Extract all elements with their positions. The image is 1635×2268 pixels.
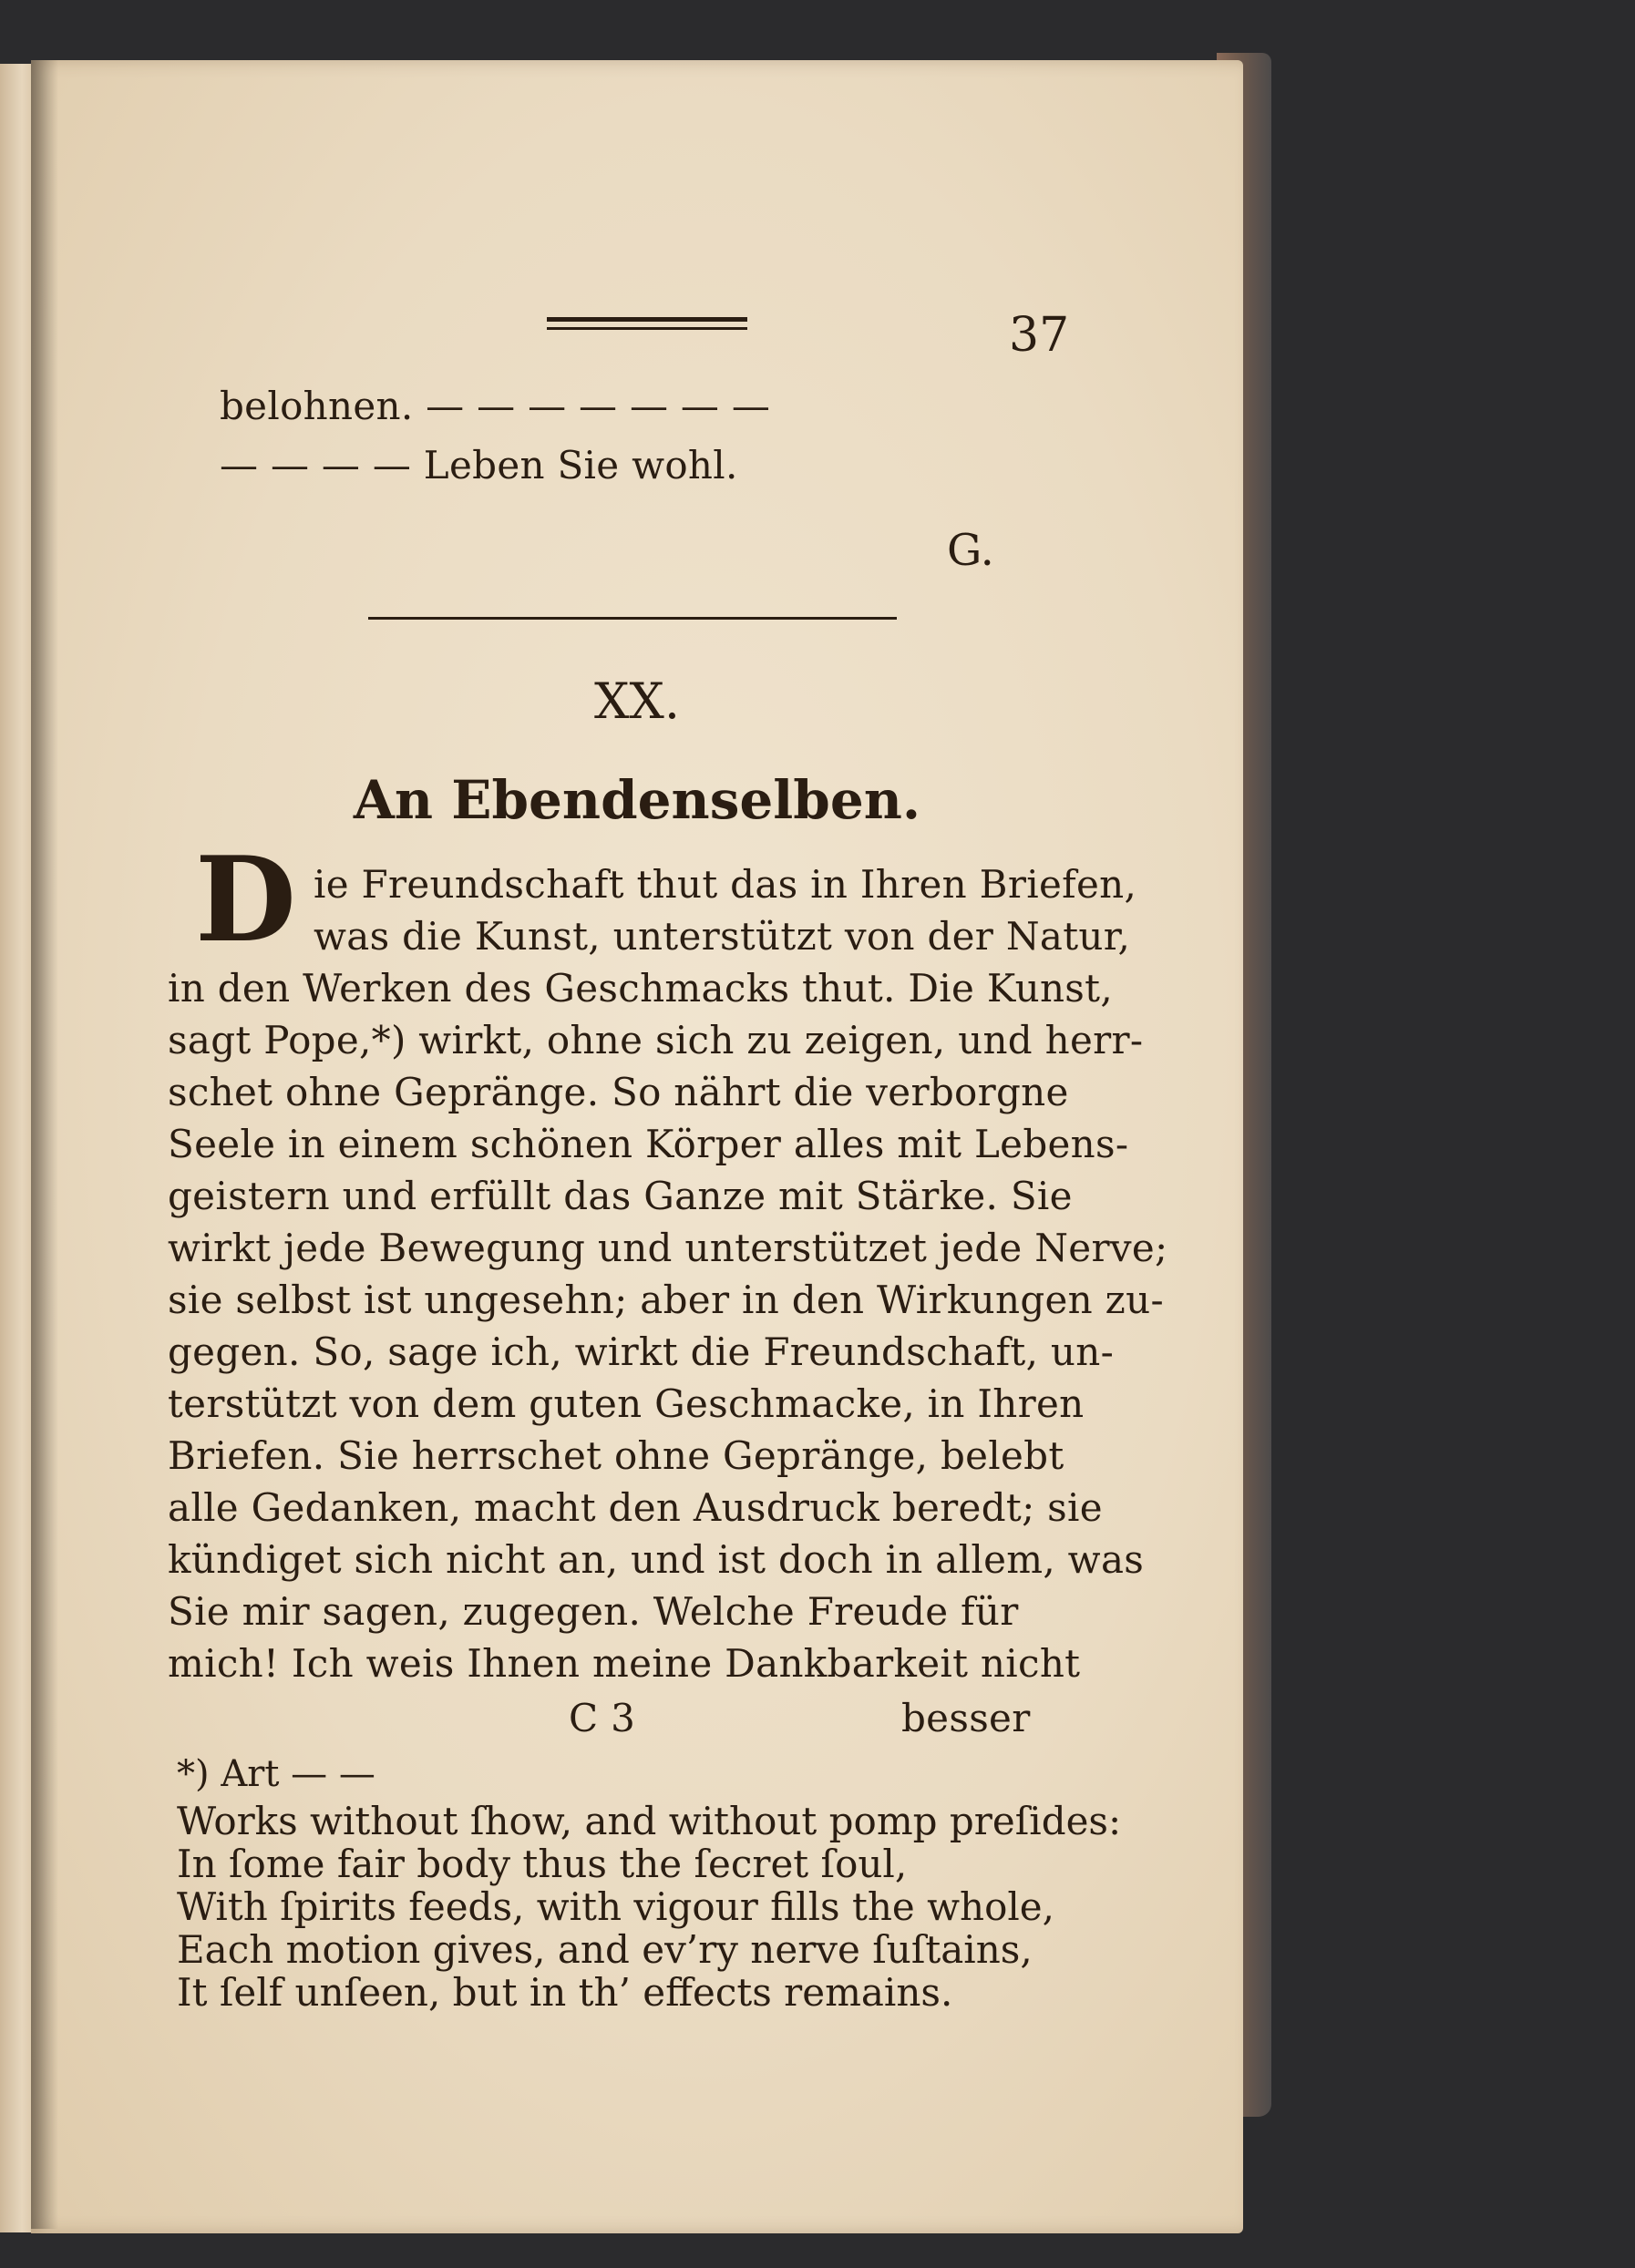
signature-mark: C 3 — [569, 1696, 636, 1740]
letter-signature: G. — [947, 525, 994, 576]
page-number: 37 — [1009, 308, 1070, 363]
body-line-12: Briefen. Sie herrschet ohne Gepränge, belebt — [168, 1433, 1064, 1478]
gutter-shadow — [31, 60, 58, 2229]
body-line-11: terstützt von dem guten Geschmacke, in Ihren — [168, 1381, 1085, 1426]
body-line-14: kündiget sich nicht an, und ist doch in allem, was — [168, 1537, 1145, 1582]
body-line-10: gegen. So, sage ich, wirkt die Freundschaft, un- — [168, 1329, 1115, 1374]
body-line-9: sie selbst ist ungesehn; aber in den Wirkungen zu- — [168, 1278, 1164, 1322]
body-line-2: was die Kunst, unterstützt von der Natur, — [314, 914, 1131, 959]
footnote-marker: *) Art — — — [177, 1753, 375, 1795]
body-line-8: wirkt jede Bewegung und unterstützet jede Nerve; — [168, 1226, 1168, 1270]
top-line-1: belohnen. — — — — — — — — [220, 384, 771, 428]
letter-title: An Ebendenselben. — [353, 769, 921, 831]
body-line-13: alle Gedanken, macht den Ausdruck beredt; sie — [168, 1485, 1103, 1530]
body-line-5: schet ohne Gepränge. So nährt die verborgne — [168, 1070, 1069, 1114]
drop-cap: D — [195, 832, 296, 969]
footnote-line-5: It ſelf unſeen, but in th’ effects remains. — [177, 1970, 953, 2015]
body-line-4: sagt Pope,*) wirkt, ohne sich zu zeigen, und herr- — [168, 1018, 1144, 1062]
catchword: besser — [901, 1696, 1031, 1740]
footnote-line-4: Each motion gives, and ev’ry nerve ſuſtains, — [177, 1927, 1033, 1972]
section-divider — [368, 617, 897, 620]
footnote-line-3: With ſpirits feeds, with vigour fills the whole, — [177, 1884, 1055, 1929]
footnote-line-1: Works without ſhow, and without pomp preſides: — [177, 1799, 1122, 1843]
book-page — [31, 60, 1243, 2233]
body-line-3: in den Werken des Geschmacks thut. Die Kunst, — [168, 966, 1113, 1011]
footnote-line-2: In ſome fair body thus the ſecret ſoul, — [177, 1842, 908, 1886]
header-rule — [547, 317, 747, 330]
top-line-2: — — — — Leben Sie wohl. — [220, 443, 738, 487]
body-line-1: ie Freundschaft thut das in Ihren Briefen, — [314, 862, 1137, 907]
body-line-6: Seele in einem schönen Körper alles mit Lebens- — [168, 1122, 1129, 1166]
body-line-15: Sie mir sagen, zugegen. Welche Freude für — [168, 1589, 1019, 1634]
letter-number: XX. — [593, 672, 681, 730]
body-line-7: geistern und erfüllt das Ganze mit Stärke. Sie — [168, 1174, 1073, 1218]
body-line-16: mich! Ich weis Ihnen meine Dankbarkeit nicht — [168, 1641, 1081, 1686]
